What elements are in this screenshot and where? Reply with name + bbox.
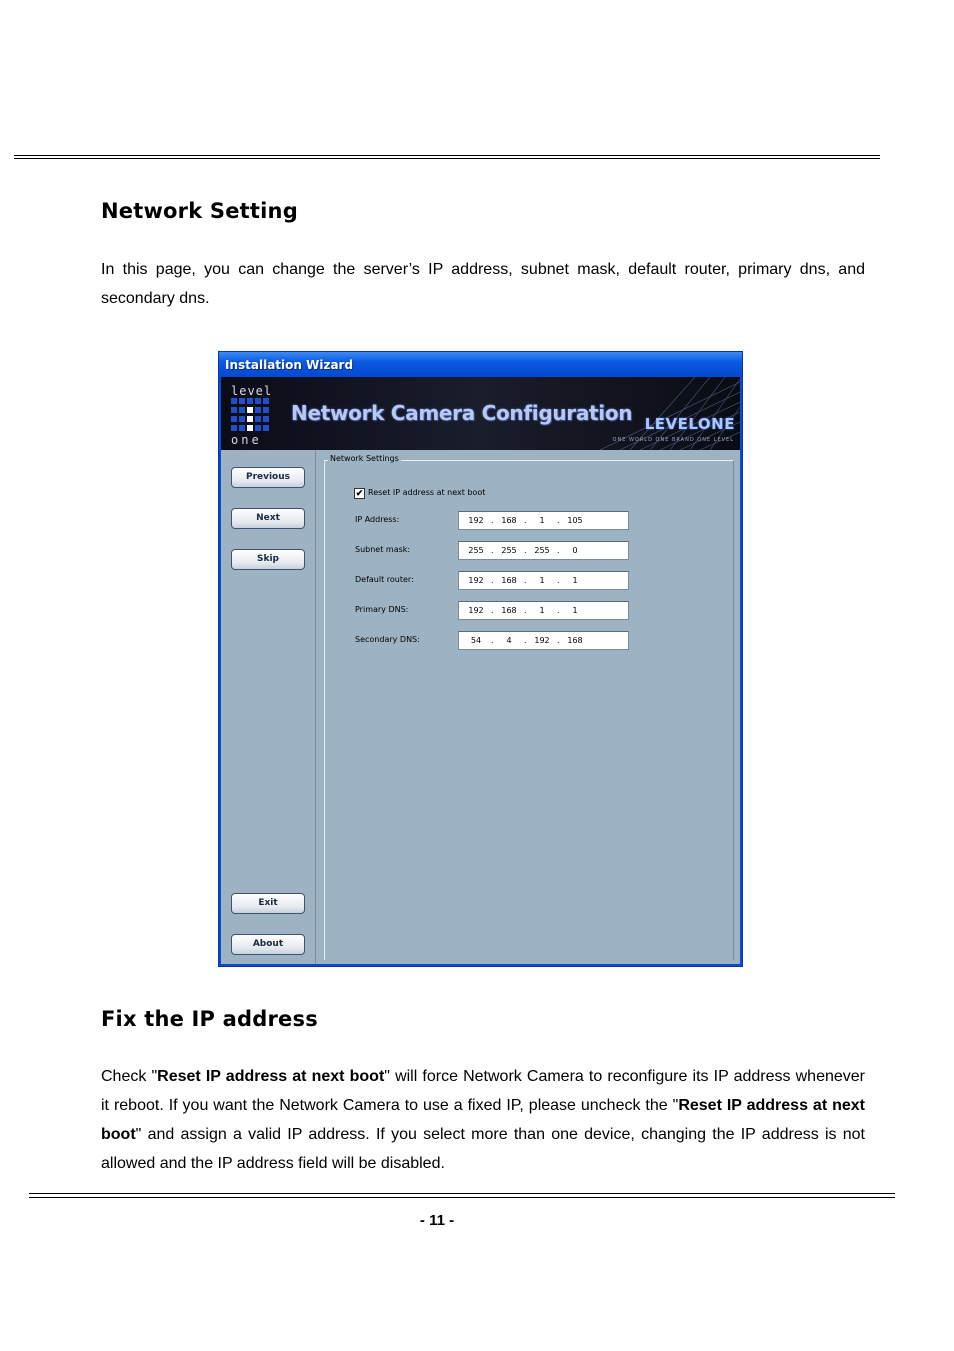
previous-button[interactable]: Previous bbox=[231, 467, 305, 488]
skip-button[interactable]: Skip bbox=[231, 549, 305, 570]
secondary-dns-field[interactable]: 54 . 4 . 192 . 168 bbox=[458, 631, 629, 650]
brand-tagline: ONE WORLD ONE BRAND ONE LEVEL bbox=[612, 437, 734, 443]
primary-dns-field[interactable]: 192 . 168 . 1 . 1 bbox=[458, 601, 629, 620]
banner-title: Network Camera Configuration bbox=[291, 401, 633, 425]
footer-rule bbox=[29, 1193, 895, 1198]
default-router-label: Default router: bbox=[355, 575, 414, 584]
levelone-logo: level one bbox=[231, 384, 273, 447]
default-router-field[interactable]: 192 . 168 . 1 . 1 bbox=[458, 571, 629, 590]
wizard-banner bbox=[221, 377, 740, 450]
brand-logo: LEVELONE bbox=[644, 415, 735, 433]
network-settings-panel bbox=[316, 450, 740, 964]
reset-ip-checkbox[interactable]: ✔ bbox=[355, 488, 364, 498]
section-heading-fix-ip: Fix the IP address bbox=[101, 1007, 318, 1031]
installation-wizard-screenshot bbox=[218, 351, 743, 967]
ip-address-label: IP Address: bbox=[355, 515, 400, 524]
reset-ip-label: Reset IP address at next boot bbox=[368, 488, 486, 497]
section-heading-network-setting: Network Setting bbox=[101, 199, 298, 223]
next-button[interactable]: Next bbox=[231, 508, 305, 529]
ip-address-field[interactable]: 192 . 168 . 1 . 105 bbox=[458, 511, 629, 530]
group-label: Network Settings bbox=[330, 454, 399, 463]
secondary-dns-label: Secondary DNS: bbox=[355, 635, 420, 644]
page-number: - 11 - bbox=[419, 1212, 455, 1229]
wizard-title: Installation Wizard bbox=[225, 358, 354, 372]
wizard-titlebar bbox=[219, 352, 742, 377]
wizard-nav-panel bbox=[221, 450, 316, 964]
intro-paragraph: In this page, you can change the server’s IP address, subnet mask, default router, primary dns, and secondary dns. bbox=[101, 261, 865, 307]
header-rule bbox=[14, 155, 880, 159]
network-settings-group bbox=[324, 460, 734, 960]
about-button[interactable]: About bbox=[231, 934, 305, 955]
subnet-mask-field[interactable]: 255 . 255 . 255 . 0 bbox=[458, 541, 629, 560]
subnet-mask-label: Subnet mask: bbox=[355, 545, 411, 554]
primary-dns-label: Primary DNS: bbox=[355, 605, 409, 614]
exit-button[interactable]: Exit bbox=[231, 893, 305, 914]
fix-ip-paragraph: Check "Reset IP address at next boot" will force Network Camera to reconfigure its IP address whenever it reboot. If you want the Network Camera to use a fixed IP, please uncheck the "Reset IP address at next boot" and assign a valid IP address. If you select more than one device, changing the IP address is not allowed and the IP address field will be disabled. bbox=[101, 1068, 866, 1172]
